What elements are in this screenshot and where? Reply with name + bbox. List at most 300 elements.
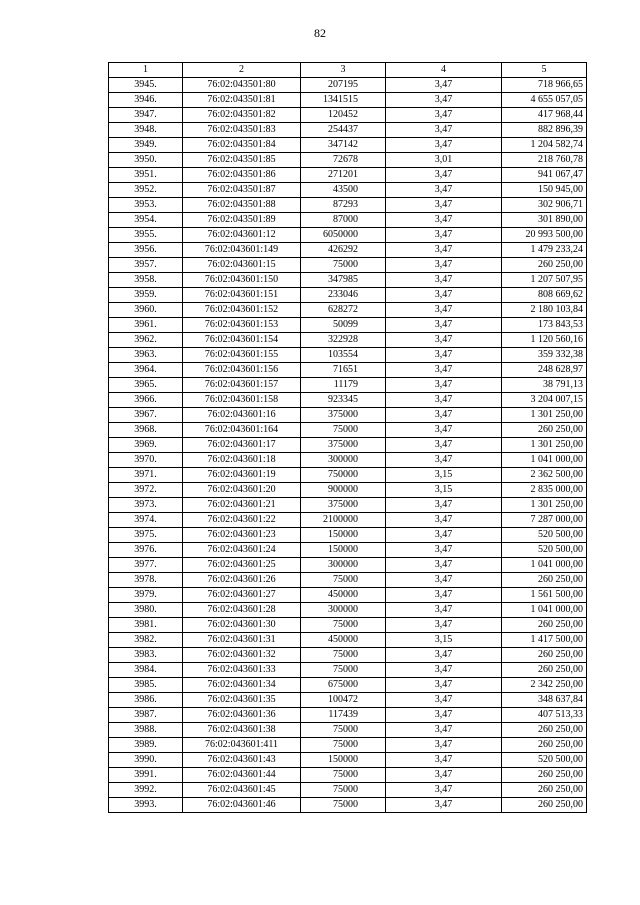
amount-cell: 173 843,53 — [502, 318, 587, 333]
area-cell: 271201 — [301, 168, 386, 183]
table-row — [109, 258, 587, 273]
row-number-cell: 3946. — [109, 93, 183, 108]
page-number: 82 — [314, 26, 326, 40]
area-cell: 322928 — [301, 333, 386, 348]
amount-cell: 4 655 057,05 — [502, 93, 587, 108]
amount-cell: 941 067,47 — [502, 168, 587, 183]
table-row — [109, 513, 587, 528]
row-number-cell: 3993. — [109, 798, 183, 813]
cadastral-number-cell: 76:02:043601:33 — [183, 663, 301, 678]
amount-cell: 808 669,62 — [502, 288, 587, 303]
area-cell: 375000 — [301, 438, 386, 453]
row-number-cell: 3959. — [109, 288, 183, 303]
cadastral-number-cell: 76:02:043601:31 — [183, 633, 301, 648]
cadastral-number-cell: 76:02:043601:22 — [183, 513, 301, 528]
table-row — [109, 273, 587, 288]
row-number-cell: 3965. — [109, 378, 183, 393]
rate-cell: 3,47 — [386, 213, 502, 228]
cadastral-number-cell: 76:02:043601:154 — [183, 333, 301, 348]
table-row — [109, 633, 587, 648]
row-number-cell: 3967. — [109, 408, 183, 423]
column-header-4: 4 — [386, 63, 502, 78]
rate-cell: 3,47 — [386, 618, 502, 633]
area-cell: 207195 — [301, 78, 386, 93]
row-number-cell: 3992. — [109, 783, 183, 798]
area-cell: 1341515 — [301, 93, 386, 108]
cadastral-number-cell: 76:02:043601:151 — [183, 288, 301, 303]
cadastral-number-cell: 76:02:043501:81 — [183, 93, 301, 108]
amount-cell: 1 207 507,95 — [502, 273, 587, 288]
cadastral-number-cell: 76:02:043501:87 — [183, 183, 301, 198]
rate-cell: 3,47 — [386, 333, 502, 348]
table-row — [109, 183, 587, 198]
row-number-cell: 3953. — [109, 198, 183, 213]
table-row — [109, 348, 587, 363]
rate-cell: 3,47 — [386, 228, 502, 243]
area-cell: 72678 — [301, 153, 386, 168]
amount-cell: 260 250,00 — [502, 573, 587, 588]
rate-cell: 3,47 — [386, 708, 502, 723]
table-row — [109, 678, 587, 693]
table-row — [109, 708, 587, 723]
table-row — [109, 468, 587, 483]
table-row — [109, 453, 587, 468]
area-cell: 450000 — [301, 588, 386, 603]
table-row — [109, 93, 587, 108]
amount-cell: 218 760,78 — [502, 153, 587, 168]
cadastral-number-cell: 76:02:043601:26 — [183, 573, 301, 588]
rate-cell: 3,47 — [386, 258, 502, 273]
amount-cell: 2 342 250,00 — [502, 678, 587, 693]
row-number-cell: 3991. — [109, 768, 183, 783]
cadastral-number-cell: 76:02:043601:43 — [183, 753, 301, 768]
row-number-cell: 3986. — [109, 693, 183, 708]
table-row — [109, 213, 587, 228]
area-cell: 71651 — [301, 363, 386, 378]
cadastral-number-cell: 76:02:043501:80 — [183, 78, 301, 93]
row-number-cell: 3955. — [109, 228, 183, 243]
amount-cell: 260 250,00 — [502, 648, 587, 663]
row-number-cell: 3958. — [109, 273, 183, 288]
table-row — [109, 168, 587, 183]
rate-cell: 3,47 — [386, 783, 502, 798]
cadastral-number-cell: 76:02:043601:45 — [183, 783, 301, 798]
rate-cell: 3,47 — [386, 588, 502, 603]
table-row — [109, 498, 587, 513]
row-number-cell: 3950. — [109, 153, 183, 168]
area-cell: 375000 — [301, 408, 386, 423]
cadastral-number-cell: 76:02:043601:149 — [183, 243, 301, 258]
area-cell: 300000 — [301, 603, 386, 618]
amount-cell: 260 250,00 — [502, 738, 587, 753]
amount-cell: 1 120 560,16 — [502, 333, 587, 348]
area-cell: 375000 — [301, 498, 386, 513]
area-cell: 120452 — [301, 108, 386, 123]
cadastral-number-cell: 76:02:043601:152 — [183, 303, 301, 318]
area-cell: 900000 — [301, 483, 386, 498]
table-row — [109, 408, 587, 423]
amount-cell: 3 204 007,15 — [502, 393, 587, 408]
cadastral-number-cell: 76:02:043601:25 — [183, 558, 301, 573]
row-number-cell: 3951. — [109, 168, 183, 183]
cadastral-number-cell: 76:02:043601:16 — [183, 408, 301, 423]
area-cell: 43500 — [301, 183, 386, 198]
rate-cell: 3,47 — [386, 453, 502, 468]
rate-cell: 3,47 — [386, 288, 502, 303]
amount-cell: 1 301 250,00 — [502, 438, 587, 453]
cadastral-number-cell: 76:02:043601:32 — [183, 648, 301, 663]
rate-cell: 3,47 — [386, 693, 502, 708]
amount-cell: 1 301 250,00 — [502, 408, 587, 423]
row-number-cell: 3957. — [109, 258, 183, 273]
rate-cell: 3,47 — [386, 348, 502, 363]
area-cell: 75000 — [301, 663, 386, 678]
area-cell: 6050000 — [301, 228, 386, 243]
cadastral-number-cell: 76:02:043601:21 — [183, 498, 301, 513]
rate-cell: 3,47 — [386, 738, 502, 753]
cadastral-number-cell: 76:02:043601:18 — [183, 453, 301, 468]
table-row — [109, 558, 587, 573]
rate-cell: 3,47 — [386, 768, 502, 783]
rate-cell: 3,47 — [386, 93, 502, 108]
rate-cell: 3,47 — [386, 603, 502, 618]
row-number-cell: 3970. — [109, 453, 183, 468]
table-row — [109, 123, 587, 138]
area-cell: 300000 — [301, 558, 386, 573]
row-number-cell: 3972. — [109, 483, 183, 498]
rate-cell: 3,47 — [386, 108, 502, 123]
area-cell: 50099 — [301, 318, 386, 333]
row-number-cell: 3948. — [109, 123, 183, 138]
cadastral-number-cell: 76:02:043601:44 — [183, 768, 301, 783]
cadastral-number-cell: 76:02:043501:89 — [183, 213, 301, 228]
cadastral-number-cell: 76:02:043601:46 — [183, 798, 301, 813]
row-number-cell: 3971. — [109, 468, 183, 483]
rate-cell: 3,47 — [386, 123, 502, 138]
table-body — [109, 78, 587, 813]
row-number-cell: 3961. — [109, 318, 183, 333]
rate-cell: 3,15 — [386, 633, 502, 648]
area-cell: 150000 — [301, 543, 386, 558]
row-number-cell: 3987. — [109, 708, 183, 723]
amount-cell: 20 993 500,00 — [502, 228, 587, 243]
column-header-2: 2 — [183, 63, 301, 78]
rate-cell: 3,47 — [386, 423, 502, 438]
rate-cell: 3,47 — [386, 393, 502, 408]
rate-cell: 3,47 — [386, 513, 502, 528]
rate-cell: 3,47 — [386, 678, 502, 693]
area-cell: 150000 — [301, 528, 386, 543]
amount-cell: 1 041 000,00 — [502, 453, 587, 468]
cadastral-number-cell: 76:02:043601:35 — [183, 693, 301, 708]
area-cell: 75000 — [301, 618, 386, 633]
rate-cell: 3,15 — [386, 468, 502, 483]
rate-cell: 3,47 — [386, 528, 502, 543]
table-row — [109, 783, 587, 798]
row-number-cell: 3982. — [109, 633, 183, 648]
row-number-cell: 3963. — [109, 348, 183, 363]
amount-cell: 260 250,00 — [502, 618, 587, 633]
amount-cell: 301 890,00 — [502, 213, 587, 228]
rate-cell: 3,47 — [386, 168, 502, 183]
table-row — [109, 243, 587, 258]
table-row — [109, 528, 587, 543]
amount-cell: 1 301 250,00 — [502, 498, 587, 513]
area-cell: 117439 — [301, 708, 386, 723]
rate-cell: 3,47 — [386, 138, 502, 153]
amount-cell: 260 250,00 — [502, 768, 587, 783]
column-header-3: 3 — [301, 63, 386, 78]
amount-cell: 1 041 000,00 — [502, 558, 587, 573]
row-number-cell: 3952. — [109, 183, 183, 198]
table-row — [109, 108, 587, 123]
cadastral-number-cell: 76:02:043601:150 — [183, 273, 301, 288]
amount-cell: 260 250,00 — [502, 663, 587, 678]
table-row — [109, 798, 587, 813]
amount-cell: 260 250,00 — [502, 783, 587, 798]
cadastral-number-cell: 76:02:043601:12 — [183, 228, 301, 243]
rate-cell: 3,47 — [386, 663, 502, 678]
rate-cell: 3,47 — [386, 273, 502, 288]
row-number-cell: 3990. — [109, 753, 183, 768]
rate-cell: 3,47 — [386, 183, 502, 198]
area-cell: 426292 — [301, 243, 386, 258]
cadastral-number-cell: 76:02:043501:82 — [183, 108, 301, 123]
column-header-5: 5 — [502, 63, 587, 78]
cadastral-number-cell: 76:02:043501:86 — [183, 168, 301, 183]
row-number-cell: 3989. — [109, 738, 183, 753]
row-number-cell: 3962. — [109, 333, 183, 348]
cadastral-number-cell: 76:02:043601:19 — [183, 468, 301, 483]
amount-cell: 1 561 500,00 — [502, 588, 587, 603]
cadastral-number-cell: 76:02:043601:34 — [183, 678, 301, 693]
cadastral-number-cell: 76:02:043501:85 — [183, 153, 301, 168]
rate-cell: 3,47 — [386, 363, 502, 378]
rate-cell: 3,47 — [386, 798, 502, 813]
row-number-cell: 3966. — [109, 393, 183, 408]
table-row — [109, 723, 587, 738]
area-cell: 75000 — [301, 648, 386, 663]
row-number-cell: 3947. — [109, 108, 183, 123]
table-row — [109, 153, 587, 168]
cadastral-number-cell: 76:02:043601:28 — [183, 603, 301, 618]
amount-cell: 359 332,38 — [502, 348, 587, 363]
rate-cell: 3,47 — [386, 408, 502, 423]
cadastral-number-cell: 76:02:043601:153 — [183, 318, 301, 333]
cadastral-number-cell: 76:02:043601:164 — [183, 423, 301, 438]
area-cell: 103554 — [301, 348, 386, 363]
table-row — [109, 378, 587, 393]
area-cell: 300000 — [301, 453, 386, 468]
table-row — [109, 423, 587, 438]
amount-cell: 260 250,00 — [502, 258, 587, 273]
header-row — [109, 63, 587, 78]
table-row — [109, 753, 587, 768]
area-cell: 628272 — [301, 303, 386, 318]
amount-cell: 1 041 000,00 — [502, 603, 587, 618]
row-number-cell: 3981. — [109, 618, 183, 633]
row-number-cell: 3985. — [109, 678, 183, 693]
row-number-cell: 3983. — [109, 648, 183, 663]
cadastral-number-cell: 76:02:043601:411 — [183, 738, 301, 753]
area-cell: 2100000 — [301, 513, 386, 528]
amount-cell: 1 204 582,74 — [502, 138, 587, 153]
area-cell: 750000 — [301, 468, 386, 483]
area-cell: 75000 — [301, 768, 386, 783]
cadastral-number-cell: 76:02:043601:156 — [183, 363, 301, 378]
row-number-cell: 3976. — [109, 543, 183, 558]
table-row — [109, 363, 587, 378]
row-number-cell: 3969. — [109, 438, 183, 453]
amount-cell: 7 287 000,00 — [502, 513, 587, 528]
cadastral-number-cell: 76:02:043601:155 — [183, 348, 301, 363]
amount-cell: 260 250,00 — [502, 798, 587, 813]
area-cell: 254437 — [301, 123, 386, 138]
row-number-cell: 3980. — [109, 603, 183, 618]
rate-cell: 3,47 — [386, 303, 502, 318]
amount-cell: 38 791,13 — [502, 378, 587, 393]
amount-cell: 150 945,00 — [502, 183, 587, 198]
rate-cell: 3,47 — [386, 753, 502, 768]
rate-cell: 3,47 — [386, 318, 502, 333]
column-header-1: 1 — [109, 63, 183, 78]
table-row — [109, 618, 587, 633]
table-row — [109, 543, 587, 558]
area-cell: 150000 — [301, 753, 386, 768]
amount-cell: 520 500,00 — [502, 543, 587, 558]
table-row — [109, 588, 587, 603]
amount-cell: 718 966,65 — [502, 78, 587, 93]
area-cell: 75000 — [301, 573, 386, 588]
rate-cell: 3,47 — [386, 378, 502, 393]
rate-cell: 3,47 — [386, 498, 502, 513]
cadastral-number-cell: 76:02:043501:84 — [183, 138, 301, 153]
table-row — [109, 393, 587, 408]
area-cell: 75000 — [301, 423, 386, 438]
table-row — [109, 288, 587, 303]
table-row — [109, 603, 587, 618]
amount-cell: 260 250,00 — [502, 423, 587, 438]
row-number-cell: 3954. — [109, 213, 183, 228]
table-row — [109, 318, 587, 333]
amount-cell: 1 479 233,24 — [502, 243, 587, 258]
table-row — [109, 438, 587, 453]
rate-cell: 3,15 — [386, 483, 502, 498]
row-number-cell: 3956. — [109, 243, 183, 258]
cadastral-number-cell: 76:02:043601:27 — [183, 588, 301, 603]
amount-cell: 248 628,97 — [502, 363, 587, 378]
cadastral-number-cell: 76:02:043601:20 — [183, 483, 301, 498]
row-number-cell: 3960. — [109, 303, 183, 318]
table-row — [109, 228, 587, 243]
area-cell: 75000 — [301, 798, 386, 813]
row-number-cell: 3988. — [109, 723, 183, 738]
rate-cell: 3,47 — [386, 438, 502, 453]
cadastral-number-cell: 76:02:043601:24 — [183, 543, 301, 558]
area-cell: 675000 — [301, 678, 386, 693]
amount-cell: 348 637,84 — [502, 693, 587, 708]
rate-cell: 3,47 — [386, 648, 502, 663]
cadastral-number-cell: 76:02:043601:36 — [183, 708, 301, 723]
cadastral-number-cell: 76:02:043501:83 — [183, 123, 301, 138]
amount-cell: 520 500,00 — [502, 753, 587, 768]
table-row — [109, 483, 587, 498]
area-cell: 75000 — [301, 258, 386, 273]
rate-cell: 3,47 — [386, 78, 502, 93]
row-number-cell: 3978. — [109, 573, 183, 588]
amount-cell: 2 180 103,84 — [502, 303, 587, 318]
amount-cell: 302 906,71 — [502, 198, 587, 213]
row-number-cell: 3975. — [109, 528, 183, 543]
table-row — [109, 138, 587, 153]
row-number-cell: 3964. — [109, 363, 183, 378]
rate-cell: 3,47 — [386, 573, 502, 588]
cadastral-number-cell: 76:02:043601:17 — [183, 438, 301, 453]
rate-cell: 3,01 — [386, 153, 502, 168]
table-row — [109, 768, 587, 783]
row-number-cell: 3949. — [109, 138, 183, 153]
area-cell: 11179 — [301, 378, 386, 393]
row-number-cell: 3945. — [109, 78, 183, 93]
row-number-cell: 3974. — [109, 513, 183, 528]
rate-cell: 3,47 — [386, 543, 502, 558]
row-number-cell: 3968. — [109, 423, 183, 438]
area-cell: 923345 — [301, 393, 386, 408]
cadastral-number-cell: 76:02:043601:158 — [183, 393, 301, 408]
cadastral-number-cell: 76:02:043601:23 — [183, 528, 301, 543]
row-number-cell: 3977. — [109, 558, 183, 573]
table-row — [109, 573, 587, 588]
amount-cell: 2 835 000,00 — [502, 483, 587, 498]
table-row — [109, 648, 587, 663]
table-row — [109, 78, 587, 93]
amount-cell: 520 500,00 — [502, 528, 587, 543]
table-row — [109, 303, 587, 318]
rate-cell: 3,47 — [386, 198, 502, 213]
area-cell: 347142 — [301, 138, 386, 153]
row-number-cell: 3984. — [109, 663, 183, 678]
area-cell: 100472 — [301, 693, 386, 708]
data-table — [108, 62, 587, 813]
table-row — [109, 333, 587, 348]
area-cell: 347985 — [301, 273, 386, 288]
cadastral-number-cell: 76:02:043601:15 — [183, 258, 301, 273]
rate-cell: 3,47 — [386, 243, 502, 258]
area-cell: 87000 — [301, 213, 386, 228]
cadastral-number-cell: 76:02:043601:157 — [183, 378, 301, 393]
table-row — [109, 738, 587, 753]
cadastral-number-cell: 76:02:043601:30 — [183, 618, 301, 633]
area-cell: 233046 — [301, 288, 386, 303]
area-cell: 75000 — [301, 738, 386, 753]
amount-cell: 407 513,33 — [502, 708, 587, 723]
table-row — [109, 663, 587, 678]
table-row — [109, 198, 587, 213]
amount-cell: 417 968,44 — [502, 108, 587, 123]
rate-cell: 3,47 — [386, 723, 502, 738]
area-cell: 87293 — [301, 198, 386, 213]
table-row — [109, 693, 587, 708]
row-number-cell: 3973. — [109, 498, 183, 513]
cadastral-number-cell: 76:02:043601:38 — [183, 723, 301, 738]
amount-cell: 260 250,00 — [502, 723, 587, 738]
cadastral-number-cell: 76:02:043501:88 — [183, 198, 301, 213]
rate-cell: 3,47 — [386, 558, 502, 573]
amount-cell: 1 417 500,00 — [502, 633, 587, 648]
amount-cell: 882 896,39 — [502, 123, 587, 138]
area-cell: 75000 — [301, 723, 386, 738]
row-number-cell: 3979. — [109, 588, 183, 603]
